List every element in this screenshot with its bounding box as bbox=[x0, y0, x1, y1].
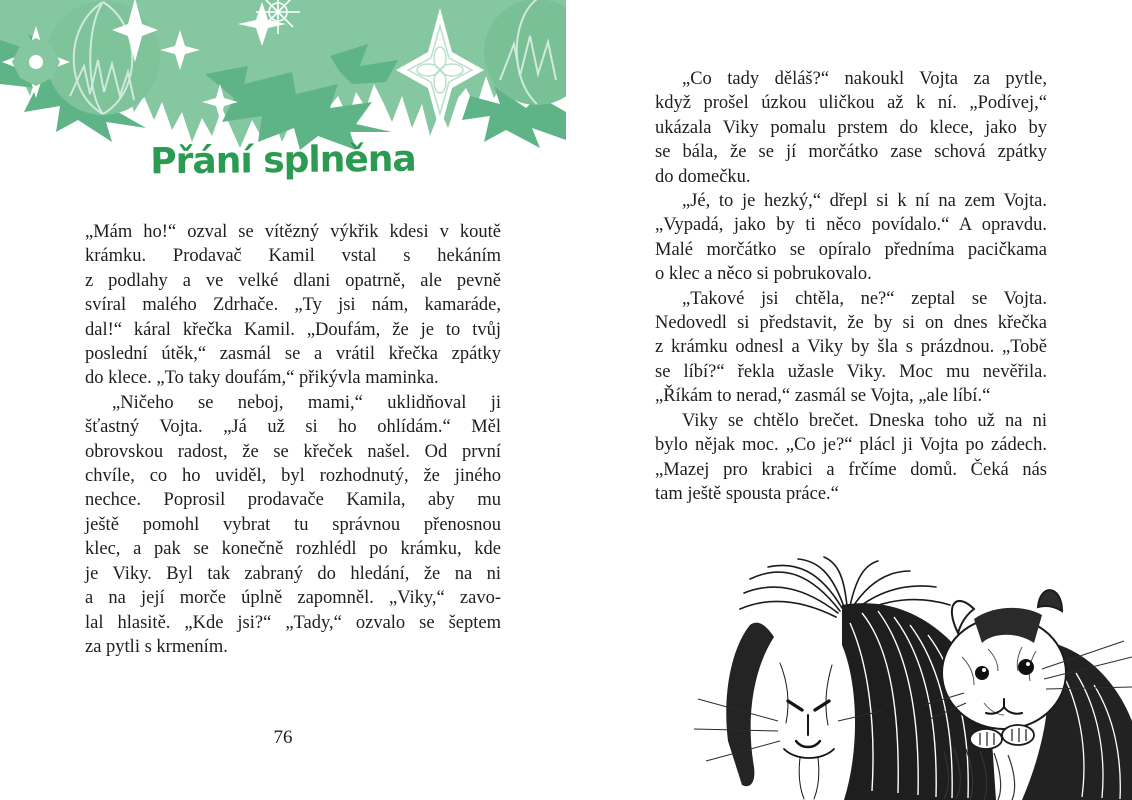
text-line: chvíle, co ho uviděl, byl rozhodnutý, že jiného bbox=[85, 466, 501, 487]
chapter-title: Přání splněna bbox=[150, 138, 416, 183]
eye-glint bbox=[1026, 662, 1030, 666]
text-line: „Mám ho!“ ozval se vítězný výkřik kdesi v koutě bbox=[85, 222, 501, 242]
paragraph bbox=[85, 391, 501, 659]
text-line: „Co tady děláš?“ nakoukl Vojta za pytle, bbox=[682, 69, 1047, 89]
hamster-right-ear bbox=[1038, 590, 1062, 611]
hamster-left-paw bbox=[970, 729, 1002, 749]
christmas-garland-illustration bbox=[0, 0, 566, 152]
text-line: dal!“ káral křečka Kamil. „Doufám, že je to tvůj bbox=[85, 319, 501, 340]
right-text-column bbox=[655, 67, 1047, 506]
text-line: z podlahy a ve velké dlani opatrně, ale pevně bbox=[85, 270, 501, 291]
text-line: když prošel úzkou uličkou až k ní. „Podívej,“ bbox=[655, 93, 1047, 114]
animals-sketch-svg bbox=[692, 553, 1132, 800]
text-line: bylo nějak moc. „Co je?“ plácl ji Vojta po zádech. bbox=[655, 435, 1047, 456]
hamster-right-eye bbox=[1018, 659, 1034, 675]
text-line: se bála, že se jí morčátko zase schová zpátky bbox=[655, 142, 1047, 163]
text-line: a na její morče úplně zapomněl. „Viky,“ zavo- bbox=[85, 588, 501, 609]
text-line: z krámku odnesl a Viky by šla s prázdnou. „Tobě bbox=[655, 337, 1047, 358]
text-line: „Říkám to nerad,“ zasmál se Vojta, „ale líbí.“ bbox=[655, 386, 991, 407]
text-line: poslední útěk,“ zasmál se a vrátil křečka zpátky bbox=[85, 344, 501, 365]
text-line: ukázala Viky pomalu prstem do klece, jako by bbox=[655, 117, 1047, 138]
text-line: nechce. Poprosil prodavače Kamila, aby mu bbox=[85, 490, 501, 511]
text-line: „Vypadá, jako by ti něco povídalo.“ A opravdu. bbox=[655, 215, 1047, 236]
text-line: do domečku. bbox=[655, 166, 751, 187]
paragraph bbox=[655, 189, 1047, 287]
text-line: klec, a pak se konečně rozhlédl po krámku, kde bbox=[85, 539, 501, 560]
paragraph bbox=[655, 67, 1047, 189]
text-line: Nedovedl si představit, že by si on dnes křečka bbox=[655, 313, 1047, 334]
paragraph bbox=[85, 220, 501, 391]
guinea-pig-dark-fur-left bbox=[726, 623, 774, 787]
text-line: se líbí?“ řekla užasle Viky. Moc mu nevěřila. bbox=[655, 361, 1047, 382]
hamster-right-paw bbox=[1002, 725, 1034, 745]
garland-svg bbox=[0, 0, 566, 152]
text-line: do klece. „To taky doufám,“ přikývla maminka. bbox=[85, 368, 439, 389]
paragraph bbox=[655, 409, 1047, 507]
text-line: ještě pomohl vybrat tu správnou přenosnou bbox=[85, 514, 501, 535]
text-line: o klec a něco si pobrukovalo. bbox=[655, 264, 872, 285]
text-line: „Jé, to je hezký,“ dřepl si k ní na zem Vojta. bbox=[682, 191, 1047, 212]
paragraph bbox=[655, 287, 1047, 409]
text-line: Viky se chtělo brečet. Dneska toho už na ni bbox=[682, 410, 1047, 431]
eye-glint bbox=[982, 668, 986, 672]
text-line: za pytli s krmením. bbox=[85, 636, 228, 657]
text-line: „Ničeho se neboj, mami,“ uklidňoval ji bbox=[112, 392, 501, 413]
text-line: obrovskou radost, že se křeček našel. Od první bbox=[85, 441, 501, 462]
left-text-column bbox=[85, 220, 501, 659]
text-line: Malé morčátko se opíralo předníma pacičkama bbox=[655, 239, 1047, 260]
guinea-pig-face bbox=[780, 663, 834, 799]
text-line: šťastný Vojta. „Já už si ho ohlídám.“ Měl bbox=[85, 417, 501, 438]
text-line: „Mazej pro krabici a frčíme domů. Čeká nás bbox=[655, 459, 1047, 480]
guinea-pig-and-hamster-illustration bbox=[692, 553, 1132, 800]
text-line: tam ještě spousta práce.“ bbox=[655, 483, 839, 504]
bauble-ornament-left bbox=[46, 1, 160, 115]
hamster-left-eye bbox=[975, 666, 989, 680]
text-line: „Takové jsi chtěla, ne?“ zeptal se Vojta. bbox=[682, 288, 1047, 309]
text-line: je Viky. Byl tak zabraný do hledání, že na ni bbox=[85, 563, 501, 584]
text-line: svíral malého Zdrhače. „Ty jsi nám, kamaráde, bbox=[85, 295, 501, 316]
text-line: krámku. Prodavač Kamil vstal s hekáním bbox=[85, 246, 501, 267]
text-line: lal hlasitě. „Kde jsi?“ „Tady,“ ozvalo se šeptem bbox=[85, 612, 501, 633]
page-number: 76 bbox=[273, 727, 293, 748]
